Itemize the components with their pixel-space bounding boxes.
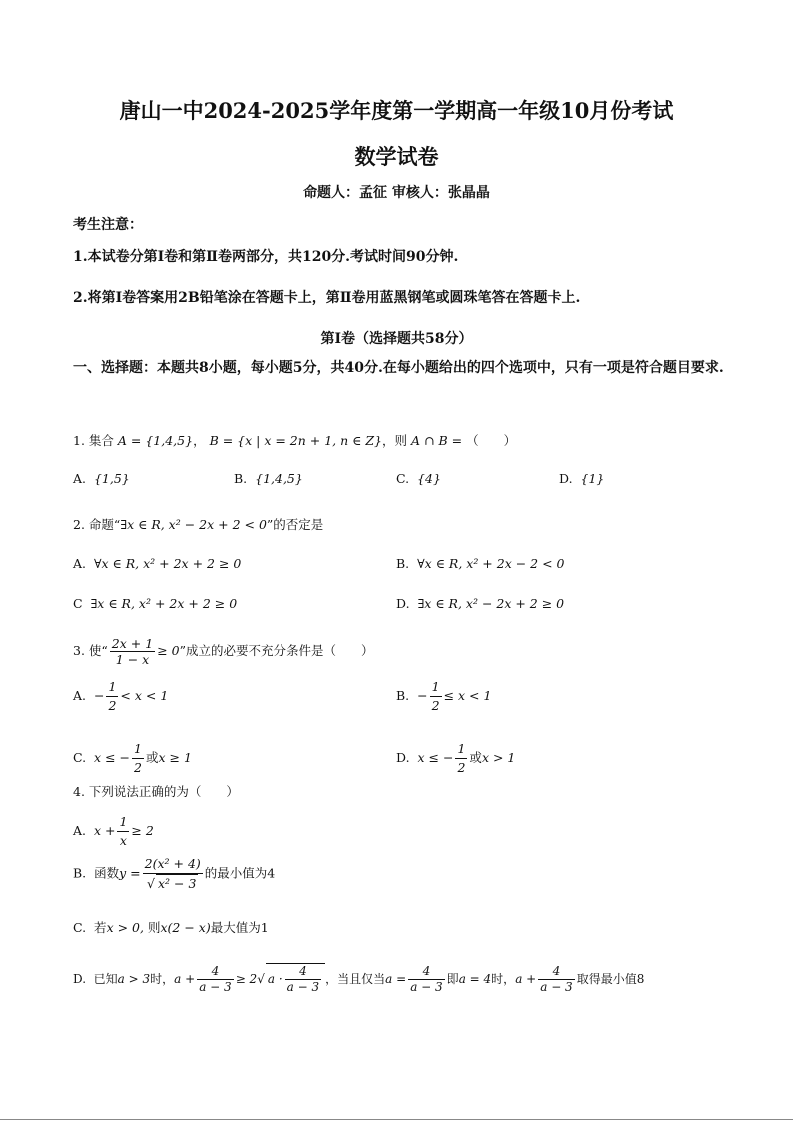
option-fraction [430,678,442,715]
q3-option-d [396,740,515,777]
option-text: {1,5} [93,471,130,486]
fraction-numerator: 2x + 1 [111,636,154,651]
option-label: B. [73,865,87,881]
option-label: B. [396,688,410,703]
q3-prefix: 3. 使“ [73,643,108,658]
option-post: x > 1 [481,750,516,765]
question-3-stem [73,636,374,667]
option-text: 时， [150,972,175,986]
option-label: D. [73,972,87,986]
section-title: 第Ⅰ卷（选择题共58分） [320,331,473,347]
option-mid: 或 [145,750,159,765]
q1-paren: （ ） [466,433,517,448]
q1-option-a [73,471,130,486]
fraction-numerator: 1 [455,740,467,759]
fraction-denominator: 2 [108,698,117,713]
option-math: a = 4 [458,972,492,986]
q4-option-a [73,813,154,850]
q3-suffix: ”成立的必要不充分条件是（ ） [179,643,374,658]
fraction-denominator: a − 3 [540,980,573,994]
option-fraction [538,964,574,995]
q1-set-b: B = {x | x = 2n + 1, n ∈ Z} [209,433,383,448]
sqrt-sign: √ [257,972,265,986]
option-fraction [117,813,129,850]
option-math: x(2 − x) [160,920,211,935]
fraction-numerator: 1 [106,678,118,697]
fraction-numerator: 4 [538,964,574,980]
exam-subtitle: 数学试卷 [354,144,439,169]
question-4-stem: 4. 下列说法正确的为（ ） [73,784,239,799]
option-post: ≤ x < 1 [443,688,492,703]
option-label: D. [559,471,573,486]
q2-option-c [73,596,237,611]
fraction-denominator: a − 3 [410,980,443,994]
option-text: ∀x ∈ R, x² + 2x − 2 < 0 [417,556,565,571]
option-label: A. [73,823,87,838]
option-label: C. [73,750,87,765]
option-math: a > 3 [117,972,151,986]
option-math: ≥ 2 [235,972,258,986]
fraction-numerator: 1 [132,740,144,759]
option-post: ≥ 2 [131,823,154,838]
notice-item-2: 2.将第Ⅰ卷答案用2B铅笔涂在答题卡上，第Ⅱ卷用蓝黑钢笔或圆珠笔答在答题卡上. [73,290,581,306]
q1-prefix: 1. 集合 [73,433,114,448]
bottom-divider [0,1119,793,1120]
option-pre: − [417,688,428,703]
sqrt-sign: √ [147,876,155,891]
option-text: ，当且仅当 [325,972,386,986]
sqrt-radicand: x² − 3 [157,876,197,891]
option-math: x > 0, [106,920,144,935]
fraction-numerator: 2(x² + 4) [143,855,203,874]
option-text: 时， [491,972,516,986]
option-text: ∀x ∈ R, x² + 2x + 2 ≥ 0 [93,556,242,571]
option-fraction [408,964,444,995]
option-mid: 或 [469,750,482,765]
option-pre: x ≤ − [94,750,130,765]
fraction-denominator: a − 3 [286,980,320,994]
fraction-numerator: 1 [430,678,442,697]
q4-option-d [73,963,644,995]
fraction-numerator: 4 [408,964,444,980]
fraction-denominator: 2 [431,698,440,713]
option-label: B. [396,556,410,571]
q2-option-d [396,596,564,611]
q2-option-a [73,556,241,571]
q2-option-b [396,556,565,571]
question-1-stem [73,431,516,449]
notice-heading: 考生注意： [73,217,143,233]
option-label: C. [396,471,410,486]
option-text: ∃x ∈ R, x² − 2x + 2 ≥ 0 [417,596,565,611]
option-text: 则 [147,920,161,935]
option-text: ∃x ∈ R, x² + 2x + 2 ≥ 0 [90,596,238,611]
option-post: < x < 1 [120,688,169,703]
option-label: C. [73,920,87,935]
q1-then: ，则 [382,433,408,448]
option-text: {1} [580,471,605,486]
option-text: 最大值为1 [210,920,269,935]
option-math: a · [267,972,283,986]
exam-authors: 命题人：孟征 审核人：张晶晶 [303,185,490,201]
option-label: C [73,596,83,611]
fraction-numerator: 4 [197,964,233,980]
fraction-denominator: 1 − x [115,652,150,667]
option-fraction [285,964,321,995]
q3-relation: ≥ 0 [157,643,180,658]
option-text: {1,4,5} [255,471,303,486]
q2-expr: ∃x ∈ R, x² − 2x + 2 < 0 [120,517,267,532]
option-text: 取得最小值8 [576,972,645,986]
exam-title: 唐山一中2024-2025学年度第一学期高一年级10月份考试 [119,98,674,123]
q1-option-c [396,471,441,486]
q2-prefix: 2. 命题“ [73,517,121,532]
q4-option-c [73,918,269,936]
q1-option-b [234,471,303,486]
fraction-denominator: x [119,833,127,848]
option-post: 的最小值为4 [204,865,276,881]
q3-option-c [73,740,192,777]
option-label: D. [396,750,410,765]
option-text: {4} [417,471,441,486]
fraction-denominator [143,874,203,893]
q3-fraction [110,636,155,667]
option-fraction [197,964,233,995]
fraction-numerator: 1 [117,813,129,832]
notice-item-1: 1.本试卷分第Ⅰ卷和第Ⅱ卷两部分，共120分.考试时间90分钟. [73,249,459,265]
q1-set-a: A = {1,4,5} [117,433,194,448]
q4-option-b [73,855,275,893]
option-label: A. [73,688,87,703]
option-math: a = [385,972,407,986]
option-label: A. [73,471,87,486]
option-label: D. [396,596,410,611]
sqrt-radicand [266,963,325,995]
option-pre: x ≤ − [417,750,454,765]
option-fraction [143,855,203,893]
q1-expr: A ∩ B = [411,433,463,448]
option-y: y = [119,865,141,881]
option-fraction [132,740,144,777]
option-label: B. [234,471,248,486]
option-text: 即 [446,972,459,986]
option-text: 已知 [93,972,118,986]
option-pre: x + [93,823,116,838]
question-2-stem [73,515,323,533]
q3-option-b [396,678,491,715]
fraction-denominator: 2 [457,760,466,775]
fraction-denominator: 2 [134,760,142,775]
q2-suffix: ”的否定是 [266,517,324,532]
fraction-numerator: 4 [285,964,321,980]
option-fraction [455,740,467,777]
option-math: a + [174,972,196,986]
section-instruction: 一、选择题：本题共8小题，每小题5分，共40分.在每小题给出的四个选项中，只有一项是符合题目要求. [73,360,724,376]
option-pre: 函数 [94,865,120,881]
q1-sep: ， [193,433,206,448]
option-text: 若 [94,920,107,935]
option-pre: − [93,688,105,703]
q1-option-d [559,471,604,486]
fraction-denominator: a − 3 [199,980,232,994]
q3-option-a [73,678,168,715]
option-label: A. [73,556,87,571]
option-post: x ≥ 1 [158,750,192,765]
option-math: a + [515,972,537,986]
option-fraction [106,678,118,715]
